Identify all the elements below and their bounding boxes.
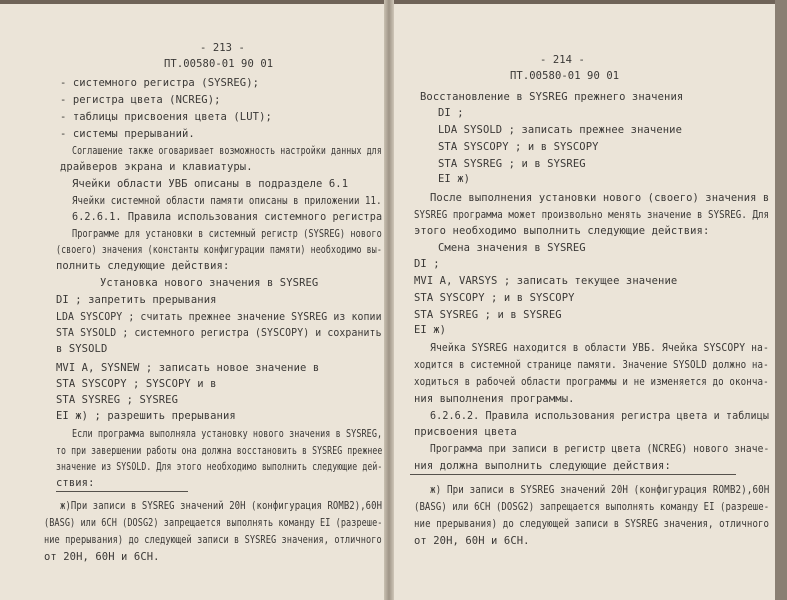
body-line: Соглашение также оговаривает возможность настройки данных для xyxy=(72,145,382,157)
code-line: STA SYSOLD ; системного регистра (SYSCOPY) и сохранить xyxy=(56,327,382,339)
section-heading: 6.2.6.1. Правила использования системного регистра xyxy=(72,211,383,223)
doc-code: ПТ.00580-01 90 01 xyxy=(164,58,274,70)
code-line: STA SYSREG ; и в SYSREG xyxy=(414,309,562,321)
body-line: - системы прерываний. xyxy=(60,128,195,140)
page-edge xyxy=(775,0,787,600)
code-line: STA SYSCOPY ; и в SYSCOPY xyxy=(414,292,575,304)
body-line: Ячейки области УВБ описаны в подразделе 6.1 xyxy=(72,178,349,190)
footnote-separator xyxy=(410,474,736,475)
body-line: Ячейка SYSREG находится в области УВБ. Ячейка SYSCOPY на- xyxy=(430,342,769,354)
footnote-line: ние прерывания) до следующей записи в SYSREG значения, отличного xyxy=(414,518,770,530)
body-line: ния выполнения программы. xyxy=(414,393,575,405)
body-line: (своего) значения (константы конфигурации памяти) необходимо вы- xyxy=(56,244,382,256)
body-line: SYSREG программа может произвольно менять значение в SYSREG. Для xyxy=(414,209,770,221)
body-line: этого необходимо выполнить следующие действия: xyxy=(414,225,710,237)
section-heading: присвоения цвета xyxy=(414,426,517,438)
code-heading: Восстановление в SYSREG прежнего значения xyxy=(420,91,684,103)
body-line: - таблицы присвоения цвета (LUT); xyxy=(60,111,272,123)
footnote-line: от 20Н, 60Н и 6СН. xyxy=(44,551,160,563)
body-line: Программа при записи в регистр цвета (NCREG) нового значе- xyxy=(430,443,770,455)
body-line: то при завершении работы она должна восстановить в SYSREG прежнее xyxy=(56,445,383,457)
body-line: Программе для установки в системный регистр (SYSREG) нового xyxy=(72,228,382,240)
footnote-separator xyxy=(56,491,188,492)
body-line: ния должна выполнить следующие действия: xyxy=(414,460,671,472)
footnote-line: ж)При записи в SYSREG значений 20Н (конфигурация ROMB2),60Н xyxy=(60,500,383,512)
page-number: - 214 - xyxy=(540,54,585,66)
body-line: - системного регистра (SYSREG); xyxy=(60,77,260,89)
body-line: Если программа выполняла установку нового значения в SYSREG, xyxy=(72,428,383,440)
body-line: ствия: xyxy=(56,477,95,489)
code-line: EI ж) ; разрешить прерывания xyxy=(56,410,236,422)
code-line: DI ; xyxy=(414,258,440,270)
footnote-line: ние прерывания) до следующей записи в SYSREG значения, отличного xyxy=(44,534,382,546)
body-line: ходиться в рабочей области программы и не изменяется до оконча- xyxy=(414,376,769,388)
body-line: драйверов экрана и клавиатуры. xyxy=(60,161,253,173)
code-heading: Смена значения в SYSREG xyxy=(438,242,586,254)
body-line: - регистра цвета (NCREG); xyxy=(60,94,221,106)
code-heading: Установка нового значения в SYSREG xyxy=(100,277,319,289)
code-line: MVI A, SYSNEW ; записать новое значение в xyxy=(56,362,320,374)
code-line: EI ж) xyxy=(414,324,447,336)
footnote-line: (BASG) или 6СН (DOSG2) запрещается выполнять команду EI (разреше- xyxy=(414,501,770,513)
page-number: - 213 - xyxy=(200,42,245,54)
code-line: LDA SYSOLD ; записать прежнее значение xyxy=(438,124,683,136)
code-line: STA SYSCOPY ; и в SYSCOPY xyxy=(438,141,599,153)
code-line: EI ж) xyxy=(438,173,471,185)
code-line: MVI A, VARSYS ; записать текущее значение xyxy=(414,275,678,287)
code-line: DI ; xyxy=(438,107,464,119)
code-line: в SYSOLD xyxy=(56,343,108,355)
footnote-line: (BASG) или 6СН (DOSG2) запрещается выполнять команду EI (разреше- xyxy=(44,517,383,529)
body-line: ходится в системной странице памяти. Значение SYSOLD должно на- xyxy=(414,359,769,371)
code-line: STA SYSCOPY ; SYSCOPY и в xyxy=(56,378,217,390)
right-page xyxy=(390,4,775,600)
book-gutter xyxy=(384,0,394,600)
body-line: Ячейки системной области памяти описаны в приложении 11. xyxy=(72,195,382,207)
body-line: полнить следующие действия: xyxy=(56,260,230,272)
doc-code: ПТ.00580-01 90 01 xyxy=(510,70,620,82)
footnote-line: от 20Н, 60Н и 6СН. xyxy=(414,535,530,547)
body-line: После выполнения установки нового (своего) значения в xyxy=(430,192,770,204)
left-page xyxy=(0,4,388,600)
section-heading: 6.2.6.2. Правила использования регистра цвета и таблицы xyxy=(430,410,770,422)
code-line: LDA SYSCOPY ; считать прежнее значение SYSREG из копии xyxy=(56,311,382,323)
code-line: STA SYSREG ; и в SYSREG xyxy=(438,158,586,170)
code-line: STA SYSREG ; SYSREG xyxy=(56,394,179,406)
code-line: DI ; запретить прерывания xyxy=(56,294,217,306)
footnote-line: ж) При записи в SYSREG значений 20Н (конфигурация ROMB2),60Н xyxy=(430,484,770,496)
body-line: значение из SYSOLD. Для этого необходимо выполнить следующие дей- xyxy=(56,461,383,473)
